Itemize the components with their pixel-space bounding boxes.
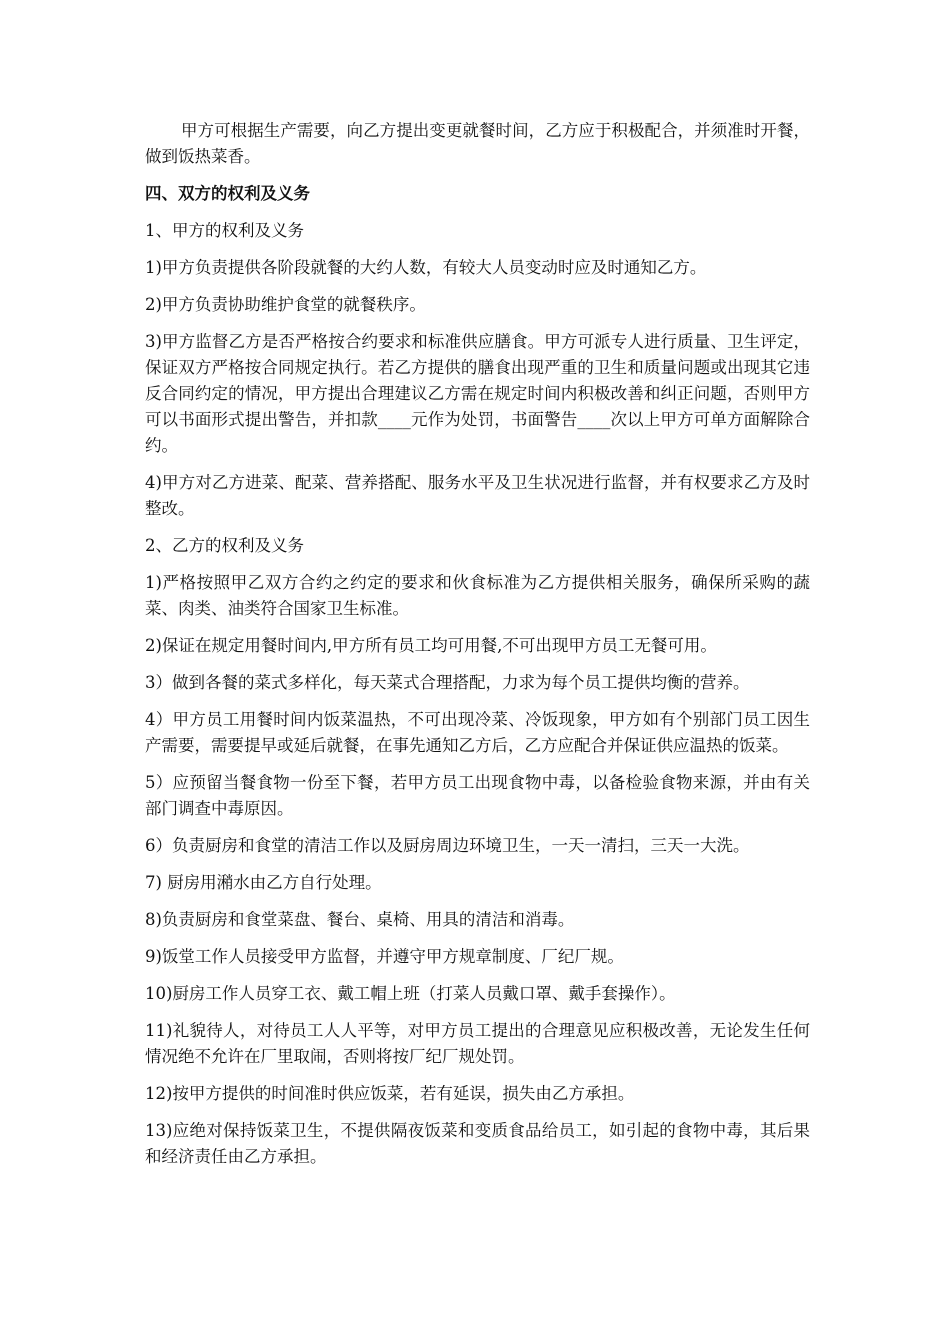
party-b-item: 6）负责厨房和食堂的清洁工作以及厨房周边环境卫生，一天一清扫，三天一大洗。 (145, 836, 750, 855)
document-page (145, 118, 810, 1181)
party-a-item: 4)甲方对乙方进菜、配菜、营养搭配、服务水平及卫生状况进行监督，并有权要求乙方及时整改。 (145, 473, 810, 518)
party-b-item: 8)负责厨房和食堂菜盘、餐台、桌椅、用具的清洁和消毒。 (145, 910, 575, 929)
party-b-item: 1)严格按照甲乙双方合约之约定的要求和伙食标准为乙方提供相关服务，确保所采购的蔬菜、肉类、油类符合国家卫生标准。 (145, 573, 810, 618)
party-b-item: 10)厨房工作人员穿工衣、戴工帽上班（打菜人员戴口罩、戴手套操作）。 (145, 984, 676, 1003)
party-b-item: 4）甲方员工用餐时间内饭菜温热，不可出现冷菜、冷饭现象，甲方如有个别部门员工因生产需要，需要提早或延后就餐，在事先通知乙方后，乙方应配合并保证供应温热的饭菜。 (145, 710, 810, 755)
party-a-item: 3)甲方监督乙方是否严格按合约要求和标准供应膳食。甲方可派专人进行质量、卫生评定，保证双方严格按合同规定执行。若乙方提供的膳食出现严重的卫生和质量问题或出现其它违反合同约定的情况，甲方提出合理建议乙方需在规定时间内积极改善和纠正问题，否则甲方可以书面形式提出警告，并扣款____元作为处罚，书面警告____次以上甲方可单方面解除合约。 (145, 332, 810, 455)
section-title: 四、双方的权利及义务 (145, 184, 310, 203)
party-b-item: 9)饭堂工作人员接受甲方监督，并遵守甲方规章制度、厂纪厂规。 (145, 947, 624, 966)
party-a-title: 1、甲方的权利及义务 (145, 221, 304, 240)
party-a-item: 1)甲方负责提供各阶段就餐的大约人数，有较大人员变动时应及时通知乙方。 (145, 258, 707, 277)
party-b-item: 7) 厨房用潲水由乙方自行处理。 (145, 873, 382, 892)
party-b-item: 2)保证在规定用餐时间内,甲方所有员工均可用餐,不可出现甲方员工无餐可用。 (145, 636, 717, 655)
party-b-item: 3）做到各餐的菜式多样化，每天菜式合理搭配，力求为每个员工提供均衡的营养。 (145, 673, 750, 692)
party-b-item: 12)按甲方提供的时间准时供应饭菜，若有延误，损失由乙方承担。 (145, 1084, 635, 1103)
party-b-title: 2、乙方的权利及义务 (145, 536, 304, 555)
party-a-item: 2)甲方负责协助维护食堂的就餐秩序。 (145, 295, 426, 314)
party-b-item: 11)礼貌待人，对待员工人人平等，对甲方员工提出的合理意见应积极改善，无论发生任何情况绝不允许在厂里取闹，否则将按厂纪厂规处罚。 (145, 1021, 810, 1066)
party-b-item: 5）应预留当餐食物一份至下餐，若甲方员工出现食物中毒，以备检验食物来源，并由有关部门调查中毒原因。 (145, 773, 810, 818)
party-b-item: 13)应绝对保持饭菜卫生，不提供隔夜饭菜和变质食品给员工，如引起的食物中毒，其后果和经济责任由乙方承担。 (145, 1121, 810, 1166)
intro-paragraph: 甲方可根据生产需要，向乙方提出变更就餐时间，乙方应于积极配合，并须准时开餐，做到饭热菜香。 (145, 121, 810, 166)
